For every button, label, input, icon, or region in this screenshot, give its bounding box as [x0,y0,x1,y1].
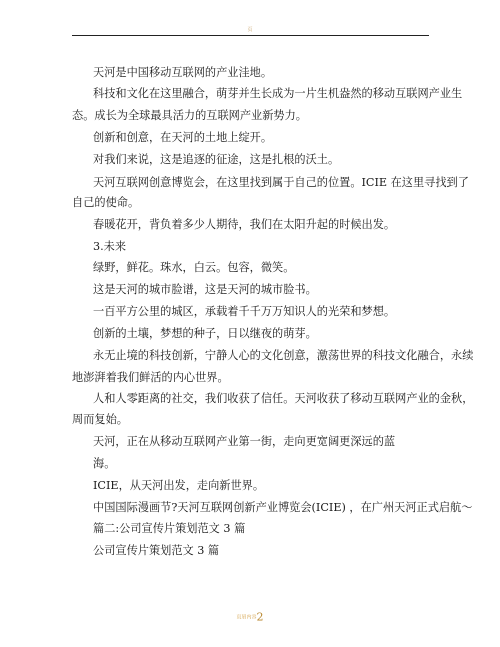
paragraph-line: 天河，正在从移动互联网产业第一街，走向更宽阔更深远的蓝 [93,435,396,448]
section-heading: 篇二:公司宣传片策划范文 3 篇 [93,522,246,535]
paragraph-line: 一百平方公里的城区，承载着千千万万知识人的光荣和梦想。 [93,305,396,318]
paragraph-line: 地澎湃着我们鲜活的内心世界。 [72,371,229,384]
paragraph-line: 态。成长为全球最具活力的互联网产业新势力。 [72,109,307,122]
section-heading: 公司宣传片策划范文 3 篇 [93,544,220,557]
paragraph-line: ICIE，从天河出发，走向新世界。 [93,479,265,492]
paragraph-line: 海。 [93,457,116,470]
paragraph-line: 科技和文化在这里融合，萌芽并生长成为一片生机盎然的移动互联网产业生 [93,87,463,100]
paragraph-line: 人和人零距离的社交，我们收获了信任。天河收获了移动互联网产业的金秋， [93,392,474,405]
page-number: 2 [256,610,264,624]
paragraph-line: 周而复始。 [72,413,128,426]
paragraph-line: 天河是中国移动互联网的产业洼地。 [93,66,273,79]
header-mark: 页 [247,27,253,33]
paragraph-line: 天河互联网创意博览会，在这里找到属于自己的位置。ICIE 在这里寻找到了 [93,176,469,189]
paragraph-line: 创新和创意，在天河的土地上绽开。 [93,131,273,144]
paragraph-line: 创新的土壤，梦想的种子，日以继夜的萌芽。 [93,327,317,340]
paragraph-line: 这是天河的城市脸谱，这是天河的城市脸书。 [93,283,317,296]
paragraph-line: 中国国际漫画节?天河互联网创新产业博览会(ICIE) ，在广州天河正式启航～ [93,501,473,514]
section-heading: 3.未来 [93,240,127,253]
paragraph-line: 自己的使命。 [72,196,140,209]
page-footer [0,610,500,625]
paragraph-line: 永无止境的科技创新，宁静人心的文化创意，激荡世界的科技文化融合，永续 [93,349,474,362]
footer-label: 页眉内容 [236,614,257,621]
paragraph-line: 绿野，鲜花。珠水，白云。包容，微笑。 [93,261,295,274]
paragraph-line: 对我们来说，这是追逐的征途，这是扎根的沃土。 [93,153,340,166]
paragraph-line: 春暖花开，背负着多少人期待，我们在太阳升起的时候出发。 [93,218,396,231]
